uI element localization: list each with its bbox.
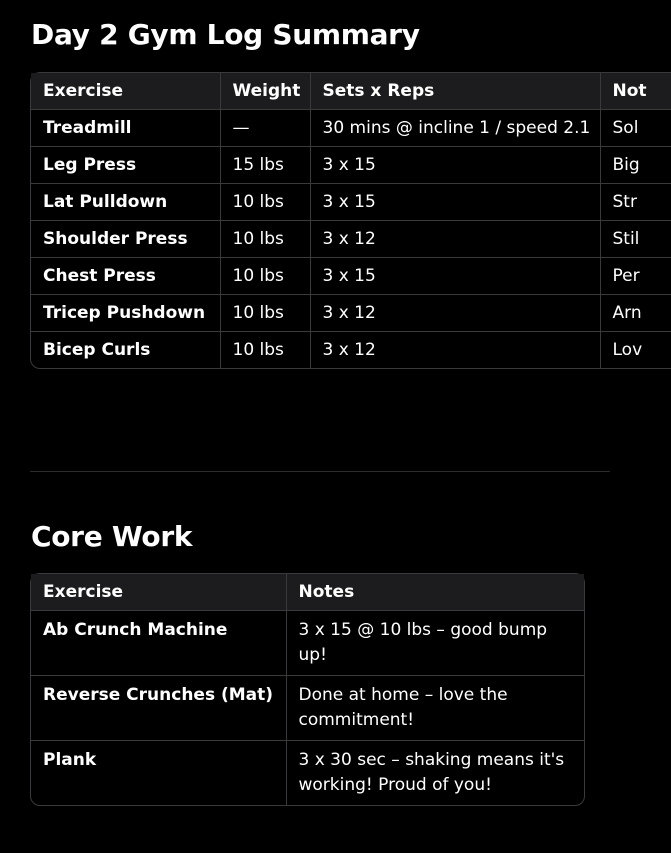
sets-cell: 3 x 12 (310, 332, 600, 369)
header-weight: Weight (220, 73, 310, 110)
page-title: Day 2 Gym Log Summary (31, 18, 420, 51)
sets-cell: 3 x 15 (310, 184, 600, 221)
header-exercise: Exercise (31, 574, 286, 611)
exercise-cell: Treadmill (31, 110, 220, 147)
sets-cell: 30 mins @ incline 1 / speed 2.1 (310, 110, 600, 147)
notes-cell: Str (600, 184, 671, 221)
weight-cell: 10 lbs (220, 258, 310, 295)
notes-cell: Done at home – love the commitment! (286, 676, 584, 741)
weight-cell: 10 lbs (220, 221, 310, 258)
header-exercise: Exercise (31, 73, 220, 110)
table-header-row (31, 574, 584, 611)
notes-cell: 3 x 15 @ 10 lbs – good bump up! (286, 611, 584, 676)
table-row (31, 221, 671, 258)
sets-cell: 3 x 15 (310, 258, 600, 295)
header-notes: Notes (286, 574, 584, 611)
notes-cell: Per (600, 258, 671, 295)
table-row (31, 110, 671, 147)
exercise-cell: Chest Press (31, 258, 220, 295)
section-divider (30, 471, 610, 472)
sets-cell: 3 x 15 (310, 147, 600, 184)
exercise-cell: Ab Crunch Machine (31, 611, 286, 676)
table-row (31, 147, 671, 184)
exercise-cell: Tricep Pushdown (31, 295, 220, 332)
header-sets-reps: Sets x Reps (310, 73, 600, 110)
notes-cell: 3 x 30 sec – shaking means it's working! Proud of you! (298, 750, 565, 795)
exercise-cell: Plank (31, 741, 286, 806)
weight-cell: 10 lbs (220, 332, 310, 369)
sets-cell: 3 x 12 (310, 295, 600, 332)
exercise-cell: Reverse Crunches (Mat) (31, 676, 286, 741)
table-row (31, 184, 671, 221)
weight-cell: — (220, 110, 310, 147)
sets-cell: 3 x 12 (310, 221, 600, 258)
notes-cell: Sol (600, 110, 671, 147)
table-row (31, 295, 671, 332)
table-header-row (31, 73, 671, 110)
notes-cell: Stil (600, 221, 671, 258)
weight-cell: 10 lbs (220, 295, 310, 332)
exercise-cell: Shoulder Press (31, 221, 220, 258)
gym-log-table (30, 72, 671, 369)
core-work-table (30, 573, 585, 806)
exercise-cell: Leg Press (31, 147, 220, 184)
notes-cell: Arn (600, 295, 671, 332)
header-notes: Not (600, 73, 671, 110)
table-row (31, 611, 584, 676)
table-row (31, 676, 584, 741)
table-row (31, 332, 671, 369)
table-row (31, 258, 671, 295)
notes-cell: Big (600, 147, 671, 184)
core-work-title: Core Work (31, 520, 193, 553)
exercise-cell: Lat Pulldown (31, 184, 220, 221)
notes-cell: Lov (612, 340, 643, 360)
table-row (31, 741, 584, 806)
weight-cell: 15 lbs (220, 147, 310, 184)
weight-cell: 10 lbs (220, 184, 310, 221)
exercise-cell: Bicep Curls (31, 332, 220, 369)
